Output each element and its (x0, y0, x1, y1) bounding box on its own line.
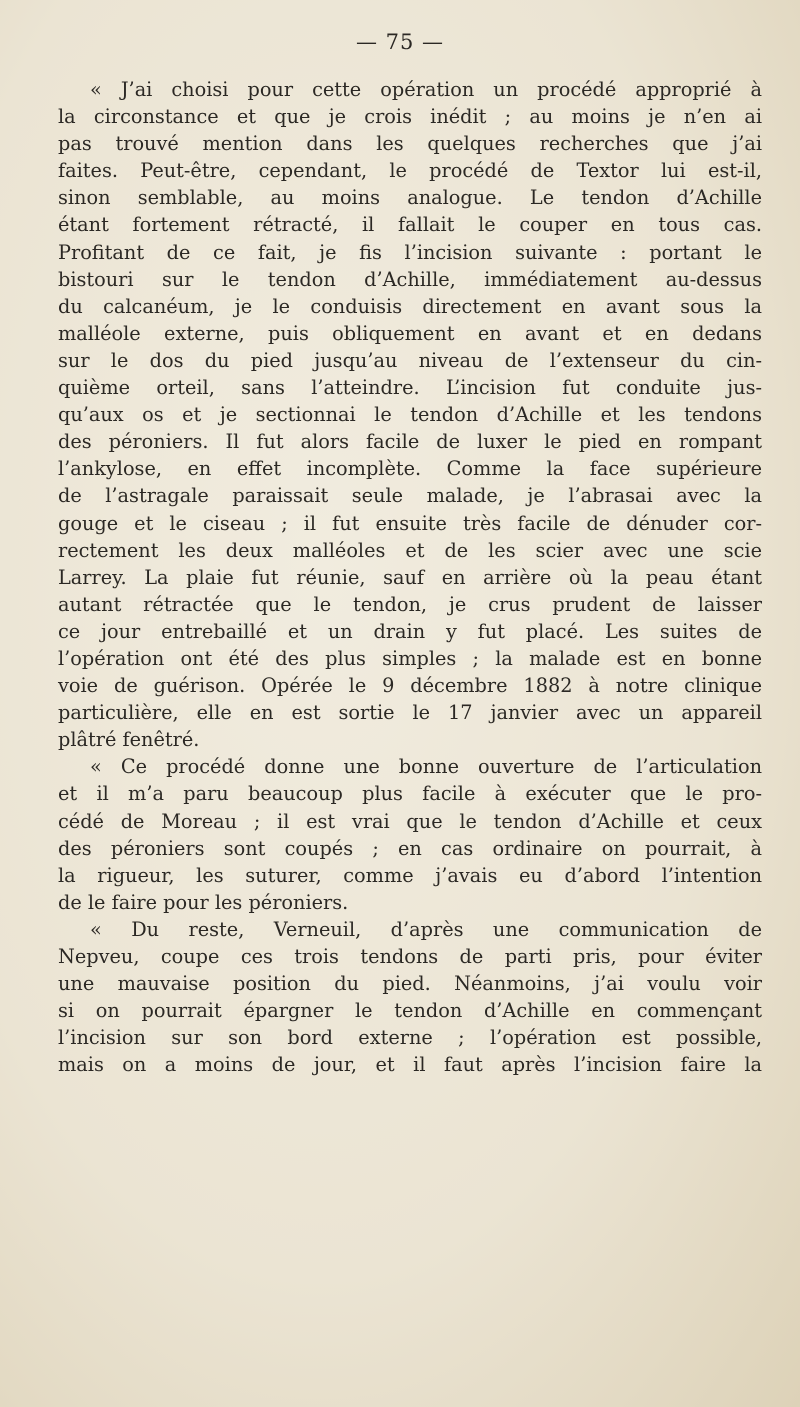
text-line: des péroniers. Il fut alors facile de luxer le pied en rompant (58, 430, 762, 454)
text-line: Profitant de ce fait, je fis l’incision suivante : portant le (58, 240, 762, 264)
text-line: voie de guérison. Opérée le 9 décembre 1882 à notre clinique (58, 674, 762, 698)
text-line: sinon semblable, au moins analogue. Le tendon d’Achille (58, 186, 762, 210)
text-line: quième orteil, sans l’atteindre. L’incision fut conduite jus- (58, 376, 762, 400)
text-line: « Du reste, Verneuil, d’après une communication de (90, 917, 762, 941)
text-line: ce jour entrebaillé et un drain y fut placé. Les suites de (58, 619, 762, 643)
text-line: qu’aux os et je sectionnai le tendon d’Achille et les tendons (58, 403, 762, 427)
text-line: l’opération ont été des plus simples ; la malade est en bonne (58, 646, 762, 670)
text-line: rectement les deux malléoles et de les scier avec une scie (58, 538, 762, 562)
paragraph (58, 753, 762, 916)
text-line: gouge et le ciseau ; il fut ensuite très facile de dénuder cor- (58, 511, 762, 535)
paragraph (58, 916, 762, 1079)
text-line: étant fortement rétracté, il fallait le couper en tous cas. (58, 213, 762, 237)
text-line: plâtré fenêtré. (58, 728, 200, 752)
text-line: de le faire pour les péroniers. (58, 890, 349, 914)
text-line: du calcanéum, je le conduisis directement en avant sous la (58, 294, 762, 318)
text-line: « J’ai choisi pour cette opération un procédé approprié à (90, 78, 762, 101)
text-line: la circonstance et que je crois inédit ; au moins je n’en ai (58, 105, 762, 129)
page-number: — 75 — (355, 30, 445, 54)
text-line: l’ankylose, en effet incomplète. Comme la face supérieure (58, 457, 762, 481)
text-line: mais on a moins de jour, et il faut après l’incision faire la (58, 1053, 762, 1077)
text-line: autant rétractée que le tendon, je crus prudent de laisser (58, 592, 762, 616)
text-line: une mauvaise position du pied. Néanmoins, j’ai voulu voir (58, 972, 762, 996)
text-line: la rigueur, les suturer, comme j’avais eu d’abord l’intention (58, 863, 762, 887)
paragraph (58, 76, 762, 753)
text-line: de l’astragale paraissait seule malade, je l’abrasai avec la (58, 484, 762, 508)
text-line: des péroniers sont coupés ; en cas ordinaire on pourrait, à (58, 836, 762, 860)
text-line: Nepveu, coupe ces trois tendons de parti pris, pour éviter (58, 945, 762, 968)
text-line: cédé de Moreau ; il est vrai que le tendon d’Achille et ceux (58, 809, 762, 833)
text-line: malléole externe, puis obliquement en avant et en dedans (58, 321, 762, 345)
text-line: et il m’a paru beaucoup plus facile à exécuter que le pro- (58, 782, 762, 806)
text-line: bistouri sur le tendon d’Achille, immédiatement au-dessus (58, 267, 762, 291)
text-line: « Ce procédé donne une bonne ouverture de l’articulation (90, 755, 762, 779)
text-line: Larrey. La plaie fut réunie, sauf en arrière où la peau étant (58, 565, 762, 589)
text-line: l’incision sur son bord externe ; l’opération est possible, (58, 1026, 762, 1050)
text-line: faites. Peut-être, cependant, le procédé de Textor lui est-il, (58, 159, 762, 183)
text-line: si on pourrait épargner le tendon d’Achille en commençant (58, 999, 762, 1023)
body-text (58, 76, 762, 1078)
text-line: sur le dos du pied jusqu’au niveau de l’extenseur du cin- (58, 348, 762, 372)
text-line: particulière, elle en est sortie le 17 janvier avec un appareil (58, 701, 762, 725)
text-line: pas trouvé mention dans les quelques recherches que j’ai (58, 132, 762, 156)
